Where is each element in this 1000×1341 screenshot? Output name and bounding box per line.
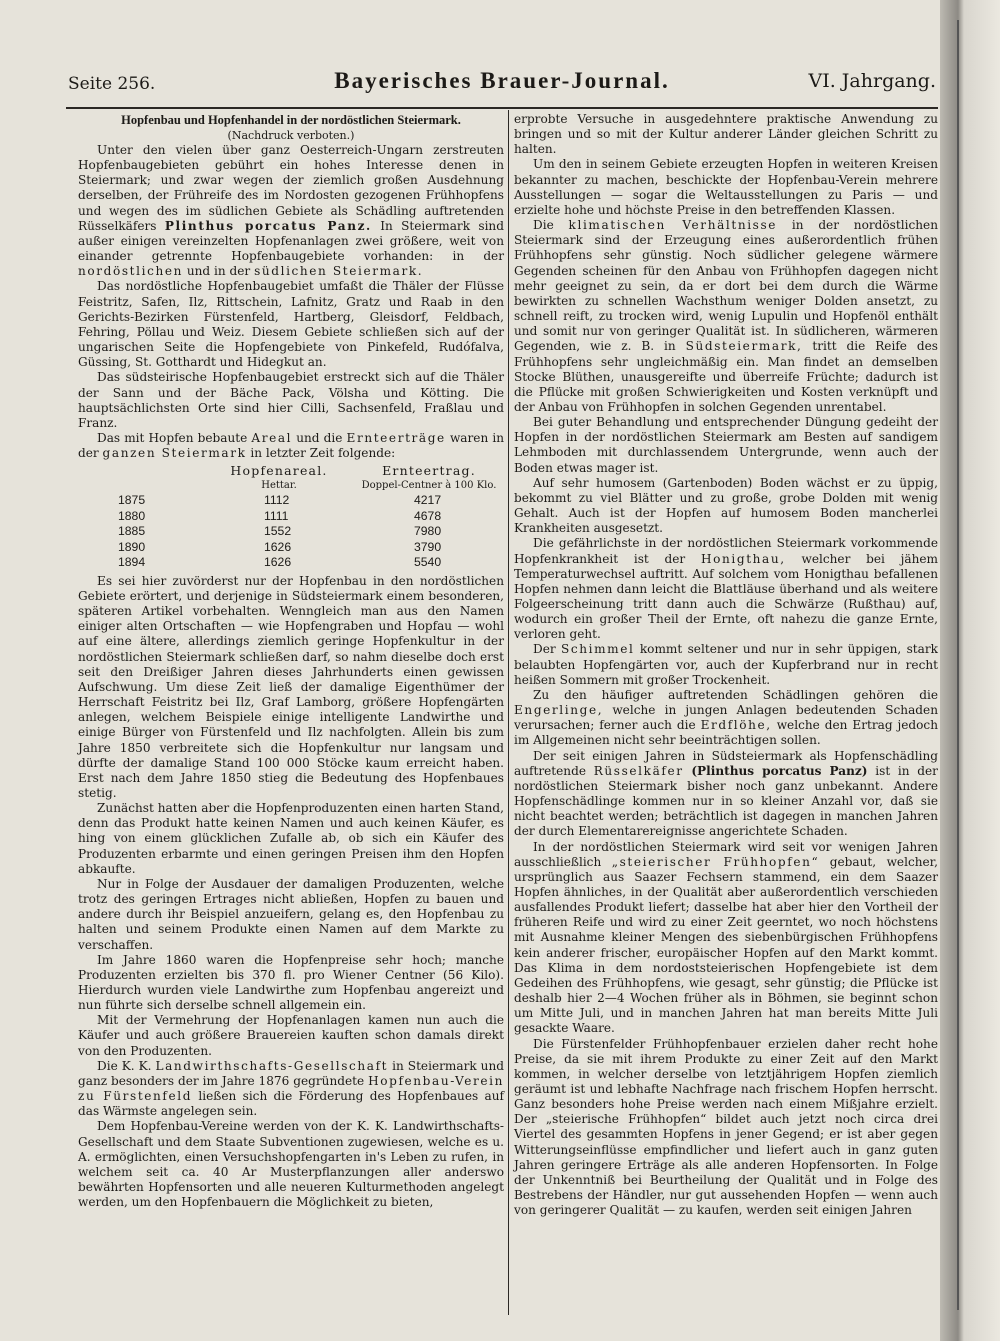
header-rule <box>66 107 938 109</box>
paragraph: Das mit Hopfen bebaute Areal und die Ernteerträge waren in der ganzen Steiermark in letzter Zeit folgende: <box>78 430 504 461</box>
paragraph: Der seit einigen Jahren in Südsteiermark als Hopfenschädling auftretende Rüsselkäfer (Plinthus porcatus Panz) ist in der nordöstlichen Steiermark bisher noch ganz unbekannt. Andere Hopfenschädlinge kommen nur in so kleiner Anzahl vor, daß sie nicht beachtet werden; beträchtlich ist dagegen in manchen Jahren der durch Elementarereignisse angerichtete Schaden. <box>514 748 938 839</box>
page-number: Seite 256. <box>68 74 156 94</box>
unit-areal: Hettar. <box>261 480 297 492</box>
column-header-ertrag: Ernteertrag. <box>382 463 476 479</box>
article-title: Hopfenbau und Hopfenhandel in der nordöstlichen Steiermark. <box>121 113 461 127</box>
table-row: 1890 1626 3790 <box>118 539 442 554</box>
paragraph: Der Schimmel kommt seltener und nur in sehr üppigen, stark belaubten Hopfengärten vor, auch der Kupferbrand nur in recht heißen Sommern mit großer Trockenheit. <box>514 642 938 687</box>
page-header <box>68 64 936 104</box>
hop-statistics-table <box>78 463 504 571</box>
table-row: 1885 1552 7980 <box>118 524 442 539</box>
unit-ertrag: Doppel-Centner à 100 Klo. <box>361 480 497 492</box>
binding-line <box>957 20 959 1310</box>
table-row: 1894 1626 5540 <box>118 555 442 570</box>
paragraph: Unter den vielen über ganz Oesterreich-Ungarn zerstreuten Hopfenbaugebieten gebührt ein hohes Interesse denen in Steiermark; und zwar wegen der ziemlich großen Ausdehnung derselben, der Frühreife des im Nordosten gezogenen Frühhopfens und wegen des im südlichen Gebiete als Schädling auftretenden Rüsselkäfers Plinthus porcatus Panz. In Steiermark sind außer einigen vereinzelten Hopfenanlagen zwei größere, weit von einander getrennte Hopfenbaugebiete vorhanden: in der nordöstlichen und in der südlichen Steiermark. <box>78 143 504 279</box>
paragraph: Die Fürstenfelder Frühhopfenbauer erzielen daher recht hohe Preise, da sie mit ihrem Produkte zu einer Zeit auf den Markt kommen, in welcher derselbe von letztjährigem Hopfen ziemlich geräumt ist und lebhafte Nachfrage nach frischem Hopfen herrscht. Ganz besonders hohe Preise werden nach einem Mißjahre erzielt. Der „steierische Frühhopfen“ bildet auch jetzt noch circa drei Viertel des gesammten Hopfens in jener Gegend; er ist aber gegen Witterungseinflüsse empfindlicher und liefert auch in ganz guten Jahren geringere Erträge als alle anderen Hopfensorten. In Folge der Unkenntniß bei Beurtheilung der Qualität und in Folge des Bestrebens der Händler, nur gut aussehenden Hopfen — wenn auch von geringerer Qualität — zu kaufen, werden seit einigen Jahren <box>514 1036 938 1218</box>
paragraph: Bei guter Behandlung und entsprechender Düngung gedeiht der Hopfen in der nordöstlichen Steiermark am Besten auf sandigem Lehmboden mit durchlassendem Untergrunde, wenn auch der Boden etwas mager ist. <box>514 415 938 475</box>
paragraph: In der nordöstlichen Steiermark wird seit vor wenigen Jahren ausschließlich „steierischer Frühhopfen“ gebaut, welcher, ursprünglich aus Saazer Fechsern stammend, ein dem Saazer Hopfen ähnliches, in der Qualität aber außerordentlich verschieden ausfallendes Produkt liefert; dasselbe hat aber hier den Vortheil der früheren Reife und wird zu einer Zeit geerntet, wo noch höchstens mit Ausnahme kleiner Mengen des siebenbürgischen Frühhopfens kein anderer frischer, europäischer Hopfen auf den Markt kommt. Das Klima in dem nordoststeierischen Hopfengebiete ist dem Gedeihen des Frühhopfens, wie gesagt, sehr günstig; die Pflücke ist deshalb hier 2—4 Wochen früher als in Böhmen, sie beginnt schon um Mitte Juli, und in manchen Jahren hat man bereits Mitte Juli gesackte Waare. <box>514 839 938 1036</box>
paragraph: Es sei hier zuvörderst nur der Hopfenbau in den nordöstlichen Gebiete erörtert, und derjenige in Südsteiermark einem besonderen, späteren Artikel vorbehalten. Wenngleich man aus den Namen einiger alten Ortschaften — wie Hopfengraben und Hopfau — wohl auf eine ältere, allerdings ziemlich geringe Hopfenkultur in der nordöstlichen Steiermark schließen darf, so nahm dieselbe doch erst seit den Dreißiger Jahren dieses Jahrhunderts einen gewissen Aufschwung. Um diese Zeit ließ der damalige Eigenthümer der Herrschaft Feistritz bei Ilz, Graf Lamborg, größere Hopfengärten anlegen, welchem Beispiele einige intelligente Landwirthe und einige Bürger von Fürstenfeld und Ilz nachfolgten. Allein bis zum Jahre 1850 verbreitete sich die Hopfenkultur nur langsam und dürfte der damalige Stand 100 000 Stöcke kaum erreicht haben. Erst nach dem Jahre 1850 stieg die Bedeutung des Hopfenbaues stetig. <box>78 573 504 800</box>
paragraph: Zunächst hatten aber die Hopfenproduzenten einen harten Stand, denn das Produkt hatte keinen Namen und auch keinen Käufer, es hing von einem glücklichen Zufalle ab, ob sich ein Käufer des Produzenten erbarmte und einen geringen Preisen ihm den Hopfen abkaufte. <box>78 801 504 876</box>
paragraph: Dem Hopfenbau-Vereine werden von der K. K. Landwirthschafts-Gesellschaft und dem Staate Subventionen zugewiesen, welche es u. A. ermöglichten, einen Versuchshopfengarten in's Leben zu rufen, in welchem seit ca. 40 Ar Musterpflanzungen aller anderswo bewährten Hopfensorten und alle neueren Kulturmethoden angelegt werden, um den Hopfenbauern die Möglichkeit zu bieten, <box>78 1119 504 1210</box>
right-column <box>514 112 938 1218</box>
table-row: 1875 1112 4217 <box>118 493 442 508</box>
journal-title: Bayerisches Brauer-Journal. <box>334 68 670 93</box>
paragraph: Zu den häufiger auftretenden Schädlingen gehören die Engerlinge, welche in jungen Anlagen bedeutenden Schaden verursachen; ferner auch die Erdflöhe, welche den Ertrag jedoch im Allgemeinen nicht sehr beeinträchtigen sollen. <box>514 687 938 748</box>
table-row: 1880 1111 4678 <box>118 508 442 523</box>
paragraph: Die K. K. Landwirthschafts-Gesellschaft in Steiermark und ganz besonders der im Jahre 1876 gegründete Hopfenbau-Verein zu Fürstenfeld ließen sich die Förderung des Hopfenbaues auf das Wärmste angelegen sein. <box>78 1058 504 1119</box>
volume-label: VI. Jahrgang. <box>808 70 936 92</box>
paragraph: Die klimatischen Verhältnisse in der nordöstlichen Steiermark sind der Erzeugung eines außerordentlich frühen Frühhopfens sehr günstig. Noch südlicher gelegene wärmere Gegenden scheinen für den Anbau von Frühhopfen dagegen nicht mehr geeignet zu sein, da er dort bei dem durch die Wärme bewirkten zu schnellen Wachsthum weniger Dolden ansetzt, zu schnell reift, zu trocken wird, wenig Lupulin und Hopfenöl enthält und somit nur von geringer Qualität ist. In südlicheren, wärmeren Gegenden, wie z. B. in Südsteiermark, tritt die Reife des Frühhopfens sehr ungleichmäßig ein. Man findet an demselben Stocke Blüthen, unausgereifte und überreife Früchte; dadurch ist die Pflücke mit großen Schwierigkeiten und Kosten verknüpft und der Anbau von Frühhopfen in solchen Gegenden unrentabel. <box>514 218 938 414</box>
paragraph: Auf sehr humosem (Gartenboden) Boden wächst er zu üppig, bekommt zu viel Blätter und zu große, grobe Dolden mit wenig Gehalt. Auch ist der Hopfen auf humosem Boden mancherlei Krankheiten ausgesetzt. <box>514 475 938 536</box>
column-rule <box>508 110 509 1315</box>
left-column <box>78 112 504 1210</box>
paragraph: Um den in seinem Gebiete erzeugten Hopfen in weiteren Kreisen bekannter zu machen, beschickte der Hopfenbau-Verein mehrere Ausstellungen — sogar die Weltausstellungen zu Paris — und erzielte hohe und höchste Preise in den betreffenden Klassen. <box>514 157 938 217</box>
paragraph: Die gefährlichste in der nordöstlichen Steiermark vorkommende Hopfenkrankheit ist der Honigthau, welcher bei jähem Temperaturwechsel auftritt. Auf solchem vom Honigthau befallenen Hopfen nehmen dann leicht die Blattläuse überhand und als weitere Folgeerscheinung tritt dann auch die Schwärze (Rußthau) auf, wodurch ein großer Theil der Ernte, oft nahezu die ganze Ernte, verloren geht. <box>514 536 938 642</box>
paragraph: Im Jahre 1860 waren die Hopfenpreise sehr hoch; manche Produzenten erzielten bis 370 fl. pro Wiener Centner (56 Kilo). Hierdurch wurden viele Landwirthe zum Hopfenbau angereizt und nun führte sich derselbe schnell allgemein ein. <box>78 952 504 1013</box>
paragraph: erprobte Versuche in ausgedehntere praktische Anwendung zu bringen und so mit der Kultur anderer Länder gleichen Schritt zu halten. <box>514 112 938 157</box>
paragraph: Das südsteirische Hopfenbaugebiet erstreckt sich auf die Thäler der Sann und der Bäche Pack, Völsha und Kötting. Die hauptsächlichsten Orte sind hier Cilli, Sachsenfeld, Fraßlau und Franz. <box>78 370 504 430</box>
reprint-note: (Nachdruck verboten.) <box>227 129 355 142</box>
paragraph: Nur in Folge der Ausdauer der damaligen Produzenten, welche trotz des geringen Ertrages nicht abließen, Hopfen zu bauen und andere durch ihr Beispiel anzueifern, gelang es, den Hopfenbau zu halten und seinem Produkte einen Namen auf dem Markte zu verschaffen. <box>78 876 504 952</box>
paragraph: Das nordöstliche Hopfenbaugebiet umfaßt die Thäler der Flüsse Feistritz, Safen, Ilz, Rittschein, Lafnitz, Gratz und Raab in den Gerichts-Bezirken Fürstenfeld, Hartberg, Gleisdorf, Feldbach, Fehring, Pöllau und Weiz. Diesem Gebiete schließen sich auf der ungarischen Seite die Hopfengebiete von Pinkefeld, Rudófalva, Güssing, St. Gotthardt und Hidegkut an. <box>78 279 504 370</box>
paragraph: Mit der Vermehrung der Hopfenanlagen kamen nun auch die Käufer und auch größere Brauereien kauften schon damals direkt von den Produzenten. <box>78 1013 504 1058</box>
table-units <box>78 479 504 493</box>
table-header <box>78 463 504 479</box>
page-edge-shadow <box>940 0 1000 1341</box>
column-header-areal: Hopfenareal. <box>230 463 328 479</box>
